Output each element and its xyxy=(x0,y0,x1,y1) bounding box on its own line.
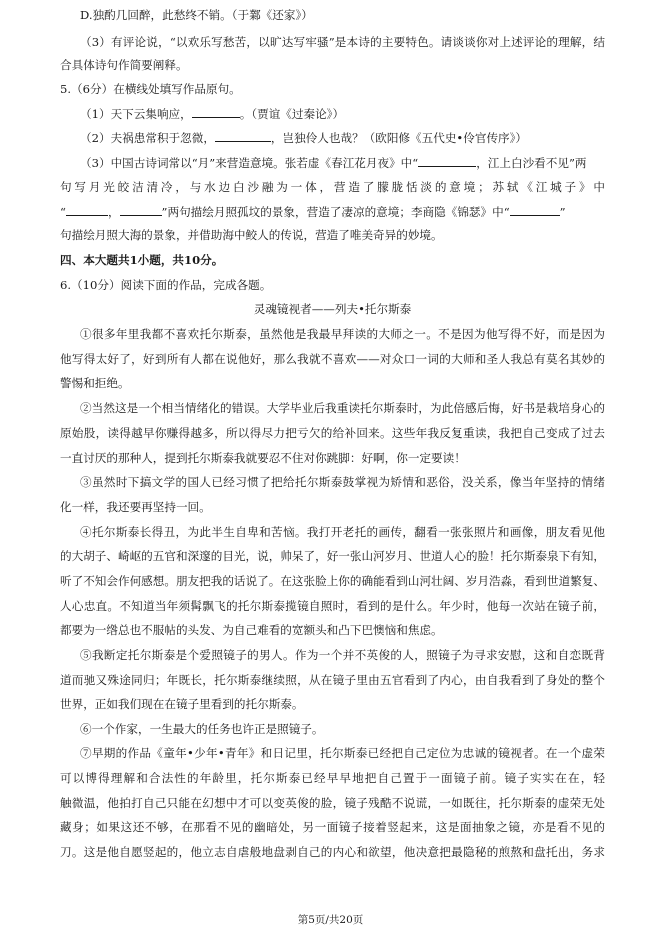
text: 人心忠直。不知道当年须髯飘飞的托尔斯泰揽镜自照时，看到的是什么。年少时，他每一次站在镜子前， xyxy=(60,599,605,613)
text: 可以博得理解和合法性的年龄里，托尔斯泰已经早早地把自己置于一面镜子前。镜子实实在在，轻 xyxy=(60,771,605,785)
text: ，岂独伶人也哉？（欧阳修《五代史•伶官传序》） xyxy=(270,131,528,145)
page-number-footer: 第5页/共20页 xyxy=(297,914,364,926)
paragraph-line xyxy=(80,327,605,342)
text: ①很多年里我都不喜欢托尔斯泰，虽然他是我最早拜读的大师之一。不是因为他写得不好，而是因为 xyxy=(80,327,605,341)
text: 句描绘月照大海的景象，并借助海中鲛人的传说，营造了唯美奇异的妙境。 xyxy=(60,228,443,242)
text: ③虽然时下搞文学的国人已经习惯了把给托尔斯泰鼓掌视为矫情和恶俗，没关系，像当年坚持的情绪 xyxy=(80,475,605,489)
text: （2）夫祸患常积于忽微， xyxy=(80,131,215,145)
text: “ xyxy=(60,205,66,219)
paragraph-line xyxy=(80,648,605,663)
article-title xyxy=(60,302,605,317)
paragraph-line xyxy=(60,574,605,589)
text: 道而驰又殊途同归；年既长，托尔斯泰继续照，从在镜子里由五官看到了内心，由自我看到了身处的整个 xyxy=(60,673,605,687)
text: ，读得越早你赚得越多，所以得尽力把亏欠的给补回来。这些年我反复重读，我把自己变成了过去 xyxy=(95,426,605,440)
text: 灵魂镜视者——列夫•托尔斯泰 xyxy=(253,302,412,316)
question-5-heading xyxy=(60,82,605,97)
text: ， xyxy=(107,205,120,219)
text: 6.（10分）阅读下面的作品，完成各题。 xyxy=(60,278,272,292)
text: 的大胡子、崎岖的五官和深邃的目光，说，帅呆了，好一张山河岁月、世道人心的脸！托尔斯泰泉下有知， xyxy=(60,549,605,563)
answer-blank[interactable] xyxy=(120,204,162,216)
text: ⑦早期的作品《童年•少年•青年》和日记里，托尔斯泰已经把自己定位为忠诚的镜视者。在一个虚荣 xyxy=(80,746,605,760)
text: 世界，正如我们现在在镜子里看到的托尔斯泰。 xyxy=(60,697,304,711)
paragraph-line xyxy=(80,475,605,490)
paragraph-line xyxy=(60,673,605,688)
text: 警惕和拒绝。 xyxy=(60,376,130,390)
paragraph-line xyxy=(60,500,605,515)
paragraph-line xyxy=(80,525,605,540)
text: ⑥一个作家，一生最大的任务也许正是照镜子。 xyxy=(80,722,324,736)
question-5-item-3-line-1 xyxy=(80,155,605,170)
question-3-line-2 xyxy=(60,58,605,73)
text: D.独酌几回醉，此愁终不销。（于鄴《还家》） xyxy=(80,8,313,22)
text: 都要为一绺总也不服帖的头发、为自己难看的宽额头和凸下巴懊恼和焦虑。 xyxy=(60,623,443,637)
paragraph-line xyxy=(60,771,605,786)
text: ④托尔斯泰长得丑，为此半生自卑和苦恼。我打开老托的画传，翻看一张张照片和画像，朋友看见他 xyxy=(80,525,605,539)
text: 触微温，他拍打自己只能在幻想中才可以变英俊的脸，镜子残酷不说谎，一如既往，托尔斯泰的虚荣无处 xyxy=(60,796,605,810)
question-6-heading xyxy=(60,278,605,293)
text: 刀。这是他自愿竖起的，他立志自虐般地盘剥自己的内心和欲望，他决意把最隐秘的煎熬和盘托出，务求 xyxy=(60,845,605,859)
answer-blank[interactable] xyxy=(510,204,560,216)
paragraph-line xyxy=(60,697,605,712)
text: ”两句描绘月照孤坟的景象，营造了凄凉的意境；李商隐《锦瑟》中“ xyxy=(161,205,510,219)
section-four-heading xyxy=(60,253,605,268)
text: 5.（6分）在横线处填写作品原句。 xyxy=(60,82,241,96)
text: 化一样，我还要再坚持一回。 xyxy=(60,500,211,514)
text: 藏身；如果这还不够，在那看不见的幽暗处，另一面镜子接着竖起来，这是面抽象之镜，亦是看不见的 xyxy=(60,820,605,834)
text: （1）天下云集响应， xyxy=(80,107,192,121)
paragraph-line xyxy=(80,401,605,416)
text: 听了不知会作何感想。朋友把我的话说了。在这张脸上你的确能看到山河壮阔、岁月浩淼，看到世道繁复、 xyxy=(60,574,605,588)
question-5-item-2 xyxy=(80,130,605,145)
paragraph-line xyxy=(60,623,605,638)
text: 。（贾谊《过秦论》） xyxy=(239,107,345,121)
text: 一直讨厌的那种人，提到托尔斯泰我就要忍不住对你跳脚：好啊，你一定要读！ xyxy=(60,451,466,465)
question-5-item-1 xyxy=(80,106,605,121)
paragraph-line xyxy=(60,376,605,391)
text: 他写得太好了，好到所有人都在说他好，那么我就不喜欢——对众口一词的大师和圣人我总有莫名其妙的 xyxy=(60,352,605,366)
question-5-item-3-line-4 xyxy=(60,228,605,243)
paragraph-line xyxy=(60,820,605,835)
paragraph-line xyxy=(60,599,605,614)
text: ②当然这是一个相当情绪化的错误。大学毕业后我重读托尔斯泰时，为此倍感后悔，好书是栽培身心的 xyxy=(80,401,605,415)
answer-blank[interactable] xyxy=(215,130,271,142)
question-5-item-3-line-2 xyxy=(60,180,605,195)
paragraph-line xyxy=(60,352,605,367)
text: ” xyxy=(559,205,566,219)
answer-blank[interactable] xyxy=(192,106,240,118)
answer-blank[interactable] xyxy=(66,204,108,216)
question-5-item-3-line-3 xyxy=(60,204,605,219)
paragraph-line xyxy=(80,722,605,737)
paragraph-line xyxy=(80,746,605,761)
option-d-line xyxy=(80,8,605,23)
paragraph-line xyxy=(60,845,605,860)
paragraph-line xyxy=(60,796,605,811)
answer-blank[interactable] xyxy=(418,155,476,167)
text: （3）中国古诗词常以“月”来营造意境。张若虚《春江花月夜》中“ xyxy=(80,156,419,170)
text: 四、本大题共1小题，共10分。 xyxy=(60,253,224,267)
text: （3）有评论说，“以欢乐写愁苦，以旷达写牢骚”是本诗的主要特色。请谈谈你对上述评论的理解，结 xyxy=(80,35,605,49)
question-3-line-1 xyxy=(80,35,605,50)
text: 句写月光皎洁清冷，与水边白沙融为一体，营造了朦胧恬淡的意境；苏轼《江城子》中 xyxy=(60,180,605,194)
emphasized-term: 原始股 xyxy=(60,426,96,440)
text: 合具体诗句作简要阐释。 xyxy=(60,58,188,72)
paragraph-line xyxy=(60,549,605,564)
paragraph-line xyxy=(60,451,605,466)
text: ，江上白沙看不见”两 xyxy=(476,156,587,170)
text: ⑤我断定托尔斯泰是个爱照镜子的男人。作为一个并不英俊的人，照镜子为寻求安慰，这和自恋既背 xyxy=(80,648,605,662)
paragraph-line xyxy=(60,426,605,441)
